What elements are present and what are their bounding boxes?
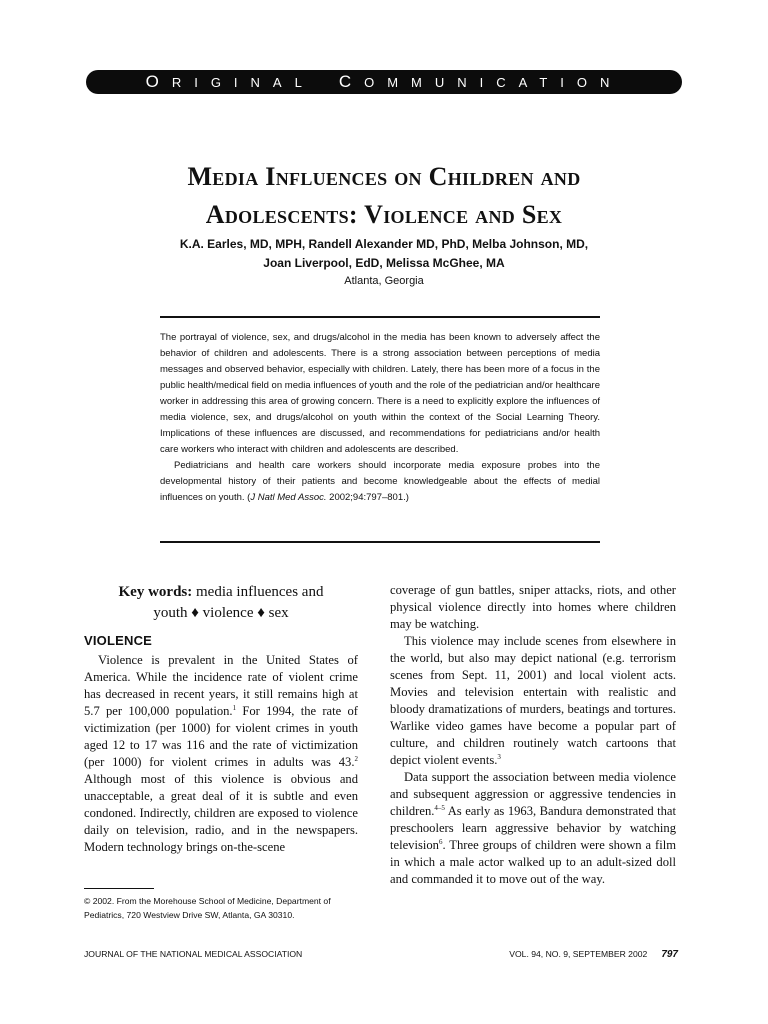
section-banner (86, 70, 682, 94)
footnote: © 2002. From the Morehouse School of Medicine, Department of Pediatrics, 720 Westview Drive SW, Atlanta, GA 30310. (84, 896, 331, 920)
title-line-1: Media Influences on Children and (187, 162, 581, 191)
keywords (84, 582, 358, 624)
body-column-left (84, 582, 358, 856)
footer-issue (509, 949, 678, 960)
body-paragraph: Violence is prevalent in the United States of America. While the incidence rate of violent crime has decreased in recent years, it still remains high at 5.7 per 100,000 population.$^1$ For 1994, the rate of victimization (per 1000) for violent crimes in youth aged 12 to 17 was 116 and the rate of victimization (per 1000) for violent crimes in adults was 43.$^2$ Although most of this violence is obvious and unacceptable, a great deal of it is subtle and even condoned. Indirectly, children are exposed to violence daily on television, radio, and in the newspapers. Modern technology brings on-the-scene (84, 653, 358, 854)
footer-issue-text: VOL. 94, NO. 9, SEPTEMBER 2002 (509, 949, 648, 959)
abstract-paragraph-2: Pediatricians and health care workers should incorporate media exposure probes into the developmental history of their patients and become knowledgeable about the effects of medial influences on youth. (J Natl Med Assoc. 2002;94:797–801.) (160, 460, 600, 503)
author-list (0, 235, 768, 273)
footer-journal-name: JOURNAL OF THE NATIONAL MEDICAL ASSOCIATION (84, 949, 303, 959)
body-column-right (390, 582, 676, 888)
authors-line-1: K.A. Earles, MD, MPH, Randell Alexander MD, PhD, Melba Johnson, MD, (179, 237, 589, 251)
abstract-paragraph-1: The portrayal of violence, sex, and drugs/alcohol in the media has been known to adversely affect the behavior of children and adolescents. There is a strong association between perceptions of media messages and observed behavior, especially with children. Lately, there has been more of a focus in the public health/medical field on media influences of youth and the role of the pediatrician and/or healthcare worker in addressing this area of growing concern. There is a need to explicitly explore the influences of media violence, sex, and drugs/alcohol on youth within the context of the Social Learning Theory. Implications of these influences are discussed, and recommendations for pediatricians and/or health care workers who interact with children and adolescents are described. (160, 332, 600, 455)
body-paragraph: This violence may include scenes from elsewhere in the world, but also may depict national (e.g. terrorism scenes from Sept. 11, 2001) and local violent acts. Movies and television entertain with realistic and bloody dramatizations of murders, beatings and tortures. Warlike video games have become a popular part of culture, and children routinely watch cartoons that depict violent events.$^3$ (390, 634, 676, 767)
authors-line-2: Joan Liverpool, EdD, Melissa McGhee, MA (263, 256, 505, 270)
banner-word-communication: COMMUNICATION (338, 72, 623, 91)
keywords-label: Key words: (118, 584, 193, 600)
banner-word-original: ORIGINAL (145, 72, 315, 91)
author-location: Atlanta, Georgia (344, 275, 424, 287)
footnote-rule (84, 888, 154, 889)
body-paragraph: Data support the association between media violence and subsequent aggression or aggressive tendencies in children.$^{4-5}$ As early as 1963, Bandura demonstrated that preschoolers learn aggressive behavior by watching television$^6$. Three groups of children were shown a film in which a male actor walked up to an adult-sized doll and commanded it to move out of the way. (390, 770, 676, 886)
journal-abbrev: J Natl Med Assoc. (250, 492, 327, 503)
page-number: 797 (661, 949, 678, 960)
body-paragraph: coverage of gun battles, sniper attacks, riots, and other physical violence directly into homes where children may be watching. (390, 583, 676, 631)
section-heading-violence: VIOLENCE (84, 633, 153, 648)
title-line-2: Adolescents: Violence and Sex (205, 200, 563, 229)
abstract (160, 330, 600, 506)
keywords-terms: media influences and youth ♦ violence ♦ sex (153, 584, 324, 621)
abstract-bottom-rule (160, 541, 600, 543)
article-title (0, 158, 768, 234)
abstract-top-rule (160, 316, 600, 318)
